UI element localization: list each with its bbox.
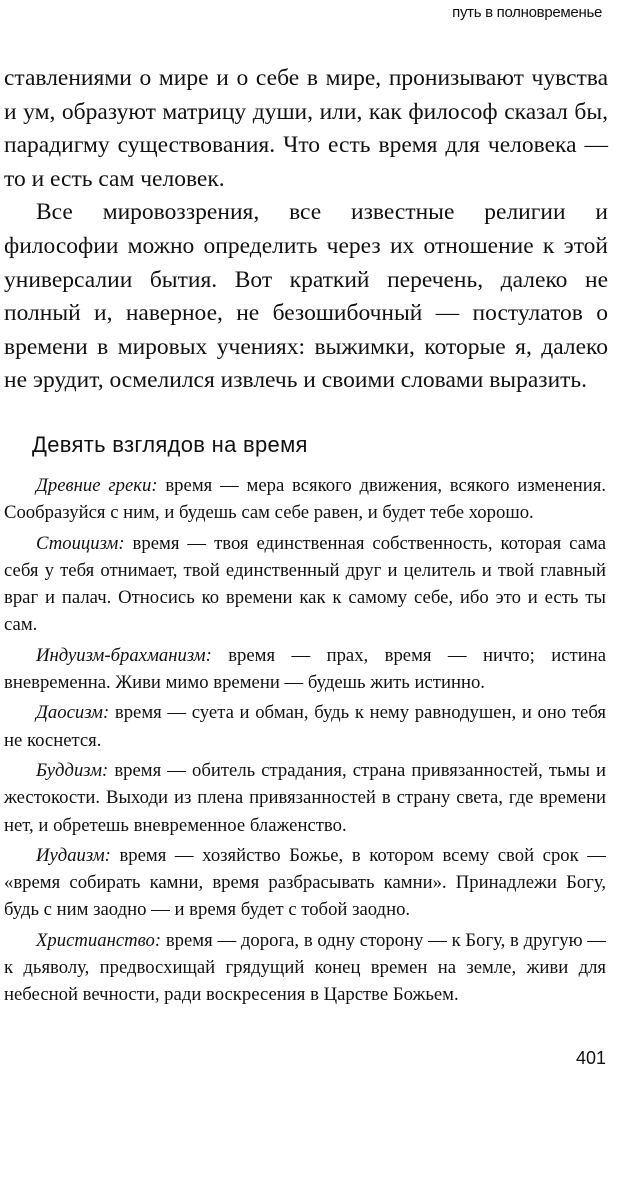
view-term: Христианство: xyxy=(36,929,162,951)
view-item-stoicism xyxy=(4,530,606,639)
view-text: время — обитель страдания, страна привязанностей, тьмы и жестокости. Выходи из плена привязанностей в страну света, где времени нет, и обретешь вневременное блаженство. xyxy=(4,759,606,836)
view-term: Индуизм-брахманизм: xyxy=(36,644,212,666)
view-item-hinduism xyxy=(4,642,606,697)
view-text: время — дорога, в одну сторону — к Богу, в другую — к дьяволу, предвосхищай грядущий конец времен на земле, живи для небесной вечности, ради воскресения в Царстве Божьем. xyxy=(4,929,606,1006)
view-text: время — прах, время — ничто; истина вневременна. Живи мимо времени — будешь жить истинно. xyxy=(4,644,606,694)
view-item-taoism xyxy=(4,699,606,754)
view-term: Стоицизм: xyxy=(36,532,125,554)
views-list xyxy=(4,472,606,1012)
view-text: время — хозяйство Божье, в котором всему свой срок — «время собирать камни, время разбрасывать камни». Принадлежи Богу, будь с ним заодно — и время будет с тобой заодно. xyxy=(4,844,606,921)
intro-paragraph-continued: ставлениями о мире и о себе в мире, пронизывают чувства и ум, образуют матрицу души, или, как философ сказал бы, парадигму существования. Что есть время для человека — то и есть сам человек. xyxy=(4,65,608,192)
view-item-christianity xyxy=(4,927,606,1009)
view-item-buddhism xyxy=(4,757,606,839)
view-text: время — мера всякого движения, всякого изменения. Сообразуйся с ним, и будешь сам себе равен, и будет тебе хорошо. xyxy=(4,475,606,524)
view-term: Древние греки: xyxy=(36,475,158,496)
page-number: 401 xyxy=(575,1048,606,1068)
view-term: Иудаизм: xyxy=(36,844,111,866)
section-title: Девять взглядов на время xyxy=(32,432,308,457)
intro-paragraph: Все мировоззрения, все известные религии и философии можно определить через их отношение к этой универсалии бытия. Вот краткий перечень, далеко не полный и, наверное, не безошибочный — постулатов о времени в мировых учениях: выжимки, которые я, далеко не эрудит, осмелился извлечь и своими словами выразить. xyxy=(4,199,608,394)
view-item-judaism xyxy=(4,842,606,924)
view-item-greeks xyxy=(4,472,606,527)
view-text: время — суета и обман, будь к нему равнодушен, и оно тебя не коснется. xyxy=(4,702,606,751)
view-text: время — твоя единственная собственность, которая сама себя у тебя отнимает, твой единственный друг и целитель и твой главный враг и палач. Относись ко времени как к самому себе, ибо это и есть ты сам. xyxy=(4,532,606,636)
running-head: путь в полновременье xyxy=(452,4,602,21)
view-term: Даосизм: xyxy=(36,702,110,724)
intro-text xyxy=(4,62,608,398)
view-term: Буддизм: xyxy=(36,759,109,781)
